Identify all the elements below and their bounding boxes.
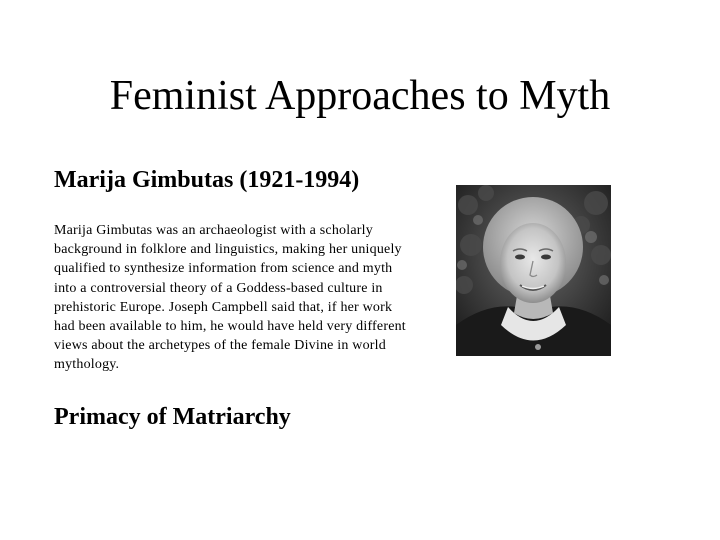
section-heading-matriarchy: Primacy of Matriarchy: [54, 404, 291, 430]
slide-title: Feminist Approaches to Myth: [109, 73, 611, 119]
section-heading: Marija Gimbutas (1921-1994): [54, 167, 360, 193]
body-paragraph: Marija Gimbutas was an archaeologist with a scholarly background in folklore and linguistics, making her uniquely qualified to synthesize information from science and myth into a controversial theory of a Goddess-based culture in prehistoric Europe. Joseph Campbell said that, if her work had been available to him, he would have held very different views about the archetypes of the female Divine in world mythology.: [54, 223, 406, 373]
portrait-photo: [456, 185, 611, 356]
